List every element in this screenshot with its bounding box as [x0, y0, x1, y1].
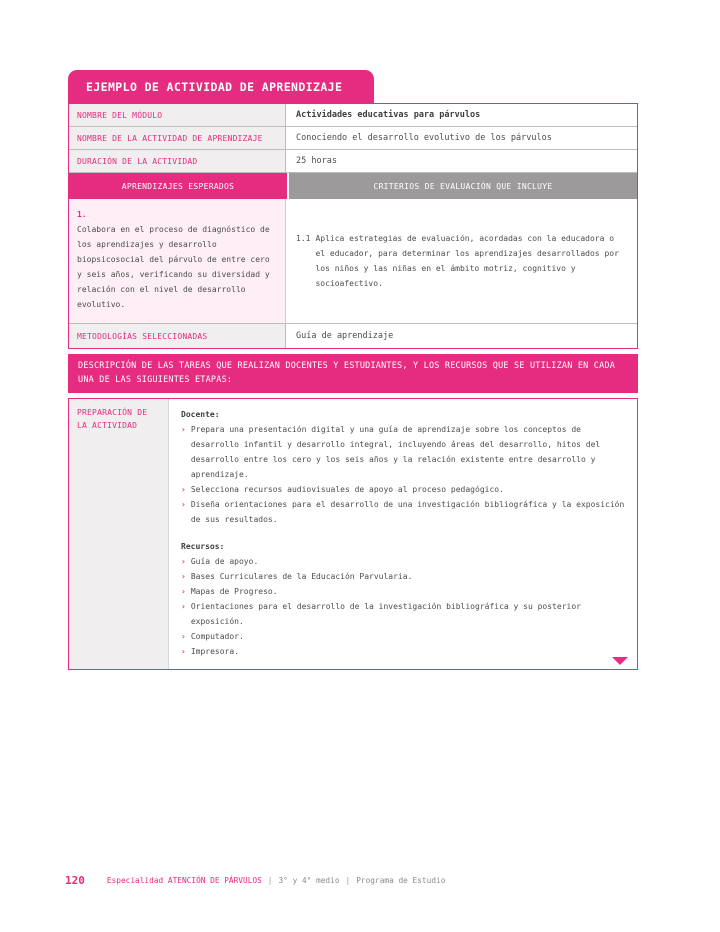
tasks-description-banner: DESCRIPCIÓN DE LAS TAREAS QUE REALIZAN DOCENTES Y ESTUDIANTES, Y LOS RECURSOS QUE SE UTILIZAN EN CADA UNA DE LAS SIGUIENTES ETAPAS: [68, 354, 638, 393]
list-item-text: Orientaciones para el desarrollo de la investigación bibliográfica y su posterior exposición. [190, 602, 581, 626]
list-item-text: Diseña orientaciones para el desarrollo de una investigación bibliográfica y la exposición de sus resultados. [190, 500, 625, 524]
list-item [181, 629, 625, 644]
bullet-chevron-icon: › [181, 425, 186, 434]
criteria-text: Aplica estrategias de evaluación, acordadas con la educadora o el educador, para determinar los aprendizajes desarrollados por los niños y las niñas en el ámbito motriz, cognitivo y socioafectivo. [315, 234, 619, 288]
expected-learning-cell [69, 199, 286, 323]
list-item [181, 569, 625, 584]
resources-section-heading: Recursos: [181, 542, 225, 551]
list-item-text: Impresora. [190, 647, 239, 656]
list-item [181, 497, 625, 527]
duration-value: 25 horas [296, 156, 337, 166]
module-name-label: NOMBRE DEL MÓDULO [69, 104, 286, 126]
list-item-text: Selecciona recursos audiovisuales de apoyo al proceso pedagógico. [190, 485, 504, 494]
list-item [181, 584, 625, 599]
page-number: 120 [65, 874, 85, 887]
activity-example-tab [68, 70, 374, 103]
matrix-header-row [69, 173, 637, 199]
list-item-text: Guía de apoyo. [190, 557, 259, 566]
section-spacer [181, 527, 625, 539]
preparation-stage-label: PREPARACIÓN DE LA ACTIVIDAD [69, 399, 169, 669]
matrix-body-row [69, 199, 637, 323]
document-page [68, 70, 638, 670]
preparation-table [68, 398, 638, 670]
page-title: EJEMPLO DE ACTIVIDAD DE APRENDIZAJE [86, 79, 343, 94]
continuation-arrow-icon [612, 657, 628, 665]
list-item-text: Mapas de Progreso. [190, 587, 278, 596]
module-name-value: Actividades educativas para párvulos [296, 110, 481, 120]
table-row [69, 104, 637, 127]
table-row [69, 323, 637, 348]
list-item-text: Bases Curriculares de la Educación Parvularia. [190, 572, 413, 581]
activity-name-value: Conociendo el desarrollo evolutivo de los párvulos [296, 133, 552, 143]
bullet-chevron-icon: › [181, 500, 186, 509]
activity-info-table [68, 103, 638, 349]
footer-meta [107, 876, 446, 885]
page-footer [65, 874, 445, 887]
methodology-label: METODOLOGÍAS SELECCIONADAS [69, 324, 286, 348]
list-item-text: Computador. [190, 632, 244, 641]
footer-grade: 3° y 4° medio [278, 876, 340, 885]
evaluation-criteria-header: CRITERIOS DE EVALUACIÓN QUE INCLUYE [289, 173, 637, 199]
table-row [69, 127, 637, 150]
evaluation-criteria-cell [286, 199, 637, 323]
expected-learning-number: 1. [77, 210, 87, 219]
bullet-chevron-icon: › [181, 602, 186, 611]
expected-learning-text: Colabora en el proceso de diagnóstico de los aprendizajes y desarrollo biopsicosocial del párvulo de entre cero y seis años, verificando su diversidad y relación con el nivel de desarrollo evolutivo. [77, 225, 270, 309]
list-item [181, 644, 625, 659]
list-item [181, 554, 625, 569]
duration-label: DURACIÓN DE LA ACTIVIDAD [69, 150, 286, 172]
table-row [69, 150, 637, 173]
teacher-section-heading: Docente: [181, 410, 220, 419]
expected-learnings-header: APRENDIZAJES ESPERADOS [69, 173, 287, 199]
footer-divider: | [345, 876, 351, 885]
footer-program: Programa de Estudio [356, 876, 446, 885]
footer-specialty: Especialidad ATENCIÓN DE PÁRVULOS [106, 876, 262, 885]
list-item [181, 422, 625, 482]
criteria-number: 1.1 [296, 234, 311, 243]
list-item [181, 482, 625, 497]
bullet-chevron-icon: › [181, 632, 186, 641]
preparation-content [169, 399, 637, 669]
bullet-chevron-icon: › [181, 485, 186, 494]
methodology-value: Guía de aprendizaje [296, 331, 394, 341]
footer-divider: | [267, 876, 273, 885]
activity-name-label: NOMBRE DE LA ACTIVIDAD DE APRENDIZAJE [69, 127, 286, 149]
bullet-chevron-icon: › [181, 587, 186, 596]
bullet-chevron-icon: › [181, 572, 186, 581]
list-item [181, 599, 625, 629]
bullet-chevron-icon: › [181, 647, 186, 656]
bullet-chevron-icon: › [181, 557, 186, 566]
list-item-text: Prepara una presentación digital y una guía de aprendizaje sobre los conceptos de desarrollo infantil y desarrollo integral, incluyendo áreas del desarrollo, hitos del desarrollo entre los cero y los seis años y la relación existente entre desarrollo y aprendizaje. [190, 425, 601, 479]
